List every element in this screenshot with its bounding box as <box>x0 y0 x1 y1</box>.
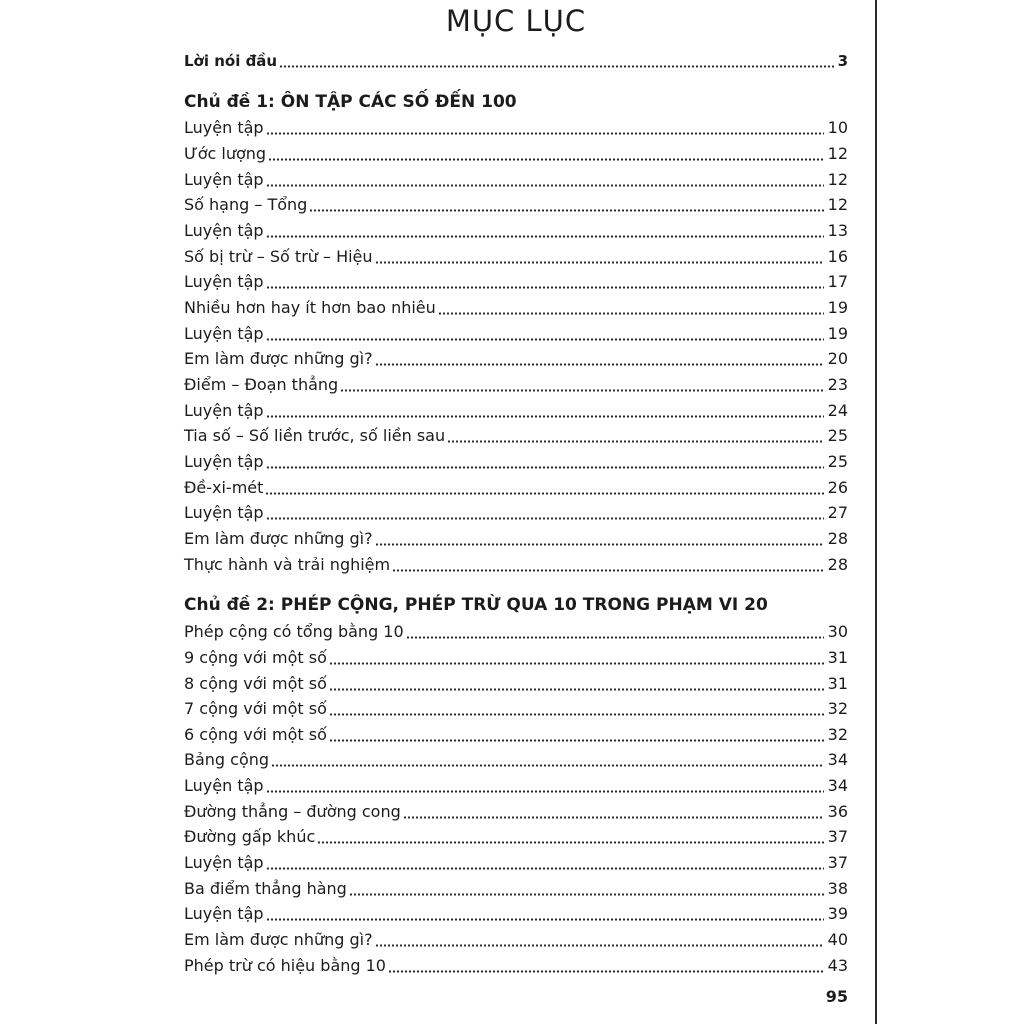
entry-title: Luyện tập <box>184 401 264 420</box>
page-number: 95 <box>825 987 848 1006</box>
entry-page: 34 <box>827 750 848 769</box>
entry-page: 12 <box>827 144 848 163</box>
toc-entry[interactable] <box>184 850 848 876</box>
entry-title: Luyện tập <box>184 503 264 522</box>
entry-page: 43 <box>827 956 848 975</box>
toc-entry[interactable] <box>184 398 848 424</box>
entry-title: Đường gấp khúc <box>184 827 316 846</box>
dot-leader <box>392 569 824 572</box>
entry-title: Bảng cộng <box>184 750 270 769</box>
entry-page: 10 <box>827 118 848 137</box>
dot-leader <box>329 662 824 665</box>
toc-entry[interactable] <box>184 799 848 825</box>
entry-page: 31 <box>827 648 848 667</box>
dot-leader <box>266 415 824 418</box>
dot-leader <box>266 184 824 187</box>
entry-page: 25 <box>827 426 848 445</box>
entry-title: Luyện tập <box>184 170 264 189</box>
entry-page: 17 <box>827 272 848 291</box>
entry-title: Tia số – Số liền trước, số liền sau <box>184 426 446 445</box>
dot-leader <box>266 235 824 238</box>
dot-leader <box>266 286 824 289</box>
toc-entry[interactable] <box>184 901 848 927</box>
entry-page: 36 <box>827 802 848 821</box>
dot-leader <box>329 739 824 742</box>
toc-entry[interactable] <box>184 141 848 167</box>
entry-title: Em làm được những gì? <box>184 930 373 949</box>
dot-leader <box>438 312 824 315</box>
toc-entry[interactable] <box>184 372 848 398</box>
chapter-1-heading: Chủ đề 1: ÔN TẬP CÁC SỐ ĐẾN 100 <box>184 92 517 112</box>
entry-page: 24 <box>827 401 848 420</box>
entry-page: 20 <box>827 349 848 368</box>
dot-leader <box>317 841 823 844</box>
dot-leader <box>375 363 824 366</box>
entry-page: 13 <box>827 221 848 240</box>
page-edge-divider <box>875 0 877 1024</box>
dot-leader <box>375 944 824 947</box>
entry-title: Luyện tập <box>184 776 264 795</box>
entry-title: Luyện tập <box>184 221 264 240</box>
entry-title: 6 cộng với một số <box>184 725 327 744</box>
entry-title: Luyện tập <box>184 324 264 343</box>
entry-page: 19 <box>827 324 848 343</box>
entry-title: Đường thẳng – đường cong <box>184 802 401 821</box>
entry-page: 19 <box>827 298 848 317</box>
entry-title: 7 cộng với một số <box>184 699 327 718</box>
entry-title: Phép trừ có hiệu bằng 10 <box>184 956 386 975</box>
toc-entry[interactable] <box>184 244 848 270</box>
entry-title: Số hạng – Tổng <box>184 195 308 214</box>
toc-entry[interactable] <box>184 321 848 347</box>
entry-page: 40 <box>827 930 848 949</box>
entry-title: Ba điểm thẳng hàng <box>184 879 347 898</box>
toc-entry[interactable] <box>184 953 848 979</box>
entry-page: 16 <box>827 247 848 266</box>
toc-entry[interactable] <box>184 269 848 295</box>
dot-leader <box>268 158 824 161</box>
dot-leader <box>266 790 824 793</box>
entry-title: Đề-xi-mét <box>184 478 264 497</box>
toc-entry[interactable] <box>184 192 848 218</box>
entry-title: 9 cộng với một số <box>184 648 327 667</box>
toc-entry[interactable] <box>184 552 848 578</box>
toc-entry[interactable] <box>184 619 848 645</box>
entry-page: 34 <box>827 776 848 795</box>
dot-leader <box>279 65 833 68</box>
dot-leader <box>266 132 824 135</box>
entry-title: Luyện tập <box>184 853 264 872</box>
toc-entry[interactable] <box>184 449 848 475</box>
dot-leader <box>266 466 824 469</box>
entry-page: 37 <box>827 827 848 846</box>
entry-page: 38 <box>827 879 848 898</box>
entry-page: 32 <box>827 725 848 744</box>
entry-page: 31 <box>827 674 848 693</box>
toc-entry[interactable] <box>184 346 848 372</box>
entry-page: 12 <box>827 195 848 214</box>
entry-title: Em làm được những gì? <box>184 349 373 368</box>
dot-leader <box>375 543 824 546</box>
toc-entry[interactable] <box>184 773 848 799</box>
dot-leader <box>266 918 824 921</box>
entry-title: Số bị trừ – Số trừ – Hiệu <box>184 247 373 266</box>
entry-title: Ước lượng <box>184 144 267 163</box>
dot-leader <box>403 816 824 819</box>
entry-title: Phép cộng có tổng bằng 10 <box>184 622 404 641</box>
toc-entry[interactable] <box>184 747 848 773</box>
dot-leader <box>329 713 824 716</box>
entry-title: 8 cộng với một số <box>184 674 327 693</box>
dot-leader <box>266 517 824 520</box>
dot-leader <box>271 764 824 767</box>
toc-entry-intro[interactable] <box>184 48 848 74</box>
entry-title: Thực hành và trải nghiệm <box>184 555 391 574</box>
chapter-2-heading: Chủ đề 2: PHÉP CỘNG, PHÉP TRỪ QUA 10 TRONG PHẠM VI 20 <box>184 595 768 615</box>
dot-leader <box>447 440 824 443</box>
entry-page: 27 <box>827 503 848 522</box>
entry-title: Nhiều hơn hay ít hơn bao nhiêu <box>184 298 436 317</box>
entry-title: Luyện tập <box>184 118 264 137</box>
toc-entry[interactable] <box>184 115 848 141</box>
toc-entry[interactable] <box>184 824 848 850</box>
toc-entry[interactable] <box>184 295 848 321</box>
toc-entry[interactable] <box>184 526 848 552</box>
dot-leader <box>265 492 823 495</box>
toc-entry[interactable] <box>184 218 848 244</box>
dot-leader <box>266 338 824 341</box>
toc-entry[interactable] <box>184 645 848 671</box>
toc-entry[interactable] <box>184 876 848 902</box>
page-title: MỤC LỤC <box>445 4 587 38</box>
entry-page: 23 <box>827 375 848 394</box>
entry-page: 25 <box>827 452 848 471</box>
entry-title: Em làm được những gì? <box>184 529 373 548</box>
dot-leader <box>340 389 823 392</box>
toc-entry[interactable] <box>184 423 848 449</box>
entry-title: Luyện tập <box>184 904 264 923</box>
entry-page: 12 <box>827 170 848 189</box>
entry-page: 3 <box>837 52 848 70</box>
toc-entry[interactable] <box>184 927 848 953</box>
entry-page: 28 <box>827 555 848 574</box>
entry-page: 30 <box>827 622 848 641</box>
entry-title: Điểm – Đoạn thẳng <box>184 375 339 394</box>
toc-entry[interactable] <box>184 671 848 697</box>
dot-leader <box>406 636 824 639</box>
dot-leader <box>309 209 823 212</box>
entry-title: Luyện tập <box>184 272 264 291</box>
entry-page: 37 <box>827 853 848 872</box>
dot-leader <box>329 688 824 691</box>
toc-entry[interactable] <box>184 722 848 748</box>
toc-entry[interactable] <box>184 696 848 722</box>
toc-entry[interactable] <box>184 475 848 501</box>
entry-title: Luyện tập <box>184 452 264 471</box>
toc-entry[interactable] <box>184 500 848 526</box>
entry-page: 39 <box>827 904 848 923</box>
dot-leader <box>375 261 824 264</box>
entry-page: 32 <box>827 699 848 718</box>
dot-leader <box>388 970 824 973</box>
entry-page: 26 <box>827 478 848 497</box>
dot-leader <box>349 893 824 896</box>
entry-title: Lời nói đầu <box>184 52 278 70</box>
dot-leader <box>266 867 824 870</box>
entry-page: 28 <box>827 529 848 548</box>
toc-entry[interactable] <box>184 167 848 193</box>
